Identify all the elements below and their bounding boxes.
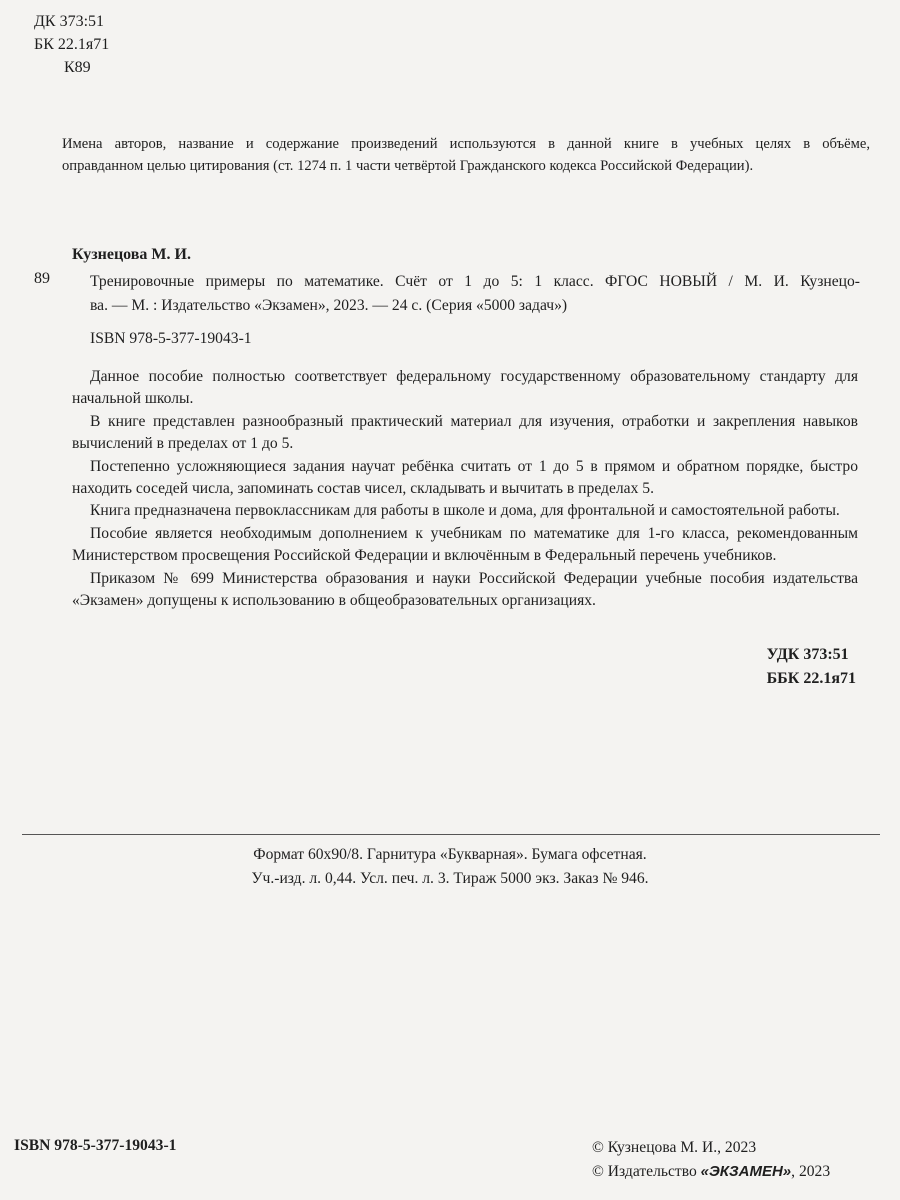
book-annotation bbox=[72, 366, 858, 612]
publisher-logo-name: «ЭКЗАМЕН» bbox=[700, 1163, 792, 1180]
copyright-publisher bbox=[592, 1160, 830, 1184]
copyright-block bbox=[592, 1136, 830, 1184]
imprint-divider bbox=[22, 834, 880, 835]
annotation-paragraph: Пособие является необходимым дополнением к учебникам по математике для 1-го класса, рекомендованным Министерством просвещения Российской Федерации и включённым в Федеральный перечень учебников. bbox=[72, 524, 858, 565]
imprint-line-1: Формат 60х90/8. Гарнитура «Букварная». Бумага офсетная. bbox=[253, 846, 647, 863]
citation-notice bbox=[62, 133, 870, 177]
top-bbk-code: БК 22.1я71 bbox=[34, 36, 110, 53]
imprint-line-2: Уч.-изд. л. 0,44. Усл. печ. л. 3. Тираж 5000 экз. Заказ № 946. bbox=[251, 870, 649, 887]
bibliographic-line-2: ва. — М. : Издательство «Экзамен», 2023. — 24 с. (Серия «5000 задач») bbox=[90, 297, 568, 314]
annotation-paragraph: Постепенно усложняющиеся задания научат ребёнка считать от 1 до 5 в прямом и обратном порядке, быстро находить соседей числа, запоминать состав чисел, складывать и вычитать в пределах 5. bbox=[72, 457, 858, 498]
bbk-code: ББК 22.1я71 bbox=[766, 670, 856, 687]
copyright-publisher-prefix: © Издательство bbox=[592, 1163, 701, 1180]
annotation-paragraph: Данное пособие полностью соответствует федеральному государственному образовательному стандарту для начальной школы. bbox=[72, 368, 858, 408]
bibliographic-line-1: Тренировочные примеры по математике. Счёт от 1 до 5: 1 класс. ФГОС НОВЫЙ / М. И. Кузнецо- bbox=[90, 273, 860, 290]
top-udk-code: ДК 373:51 bbox=[34, 13, 105, 30]
citation-notice-line-2: оправданном целью цитирования (ст. 1274 п. 1 части четвёртой Гражданского кодекса Российской Федерации). bbox=[62, 158, 754, 174]
footer-isbn: ISBN 978-5-377-19043-1 bbox=[14, 1137, 177, 1154]
copyright-publisher-year: , 2023 bbox=[791, 1163, 831, 1180]
annotation-paragraph: Приказом № 699 Министерства образования и науки Российской Федерации учебные пособия издательства «Экзамен» допущены к использованию в общеобразовательных организациях. bbox=[72, 569, 858, 610]
bibliographic-description bbox=[90, 270, 860, 318]
catalog-isbn: ISBN 978-5-377-19043-1 bbox=[90, 330, 252, 347]
annotation-paragraph: В книге представлен разнообразный практический материал для изучения, отработки и закрепления навыков вычислений в пределах от 1 до 5. bbox=[72, 412, 858, 453]
annotation-paragraph: Книга предназначена первоклассникам для работы в школе и дома, для фронтальной и самостоятельной работы. bbox=[90, 502, 840, 520]
copyright-author: © Кузнецова М. И., 2023 bbox=[592, 1139, 757, 1156]
top-cutter-code: К89 bbox=[64, 59, 91, 76]
catalog-card-number: 89 bbox=[34, 270, 50, 287]
print-imprint bbox=[0, 843, 900, 891]
classification-codes bbox=[767, 643, 856, 691]
citation-notice-line-1: Имена авторов, название и содержание произведений используются в данной книге в учебных целях в объёме, bbox=[62, 136, 870, 152]
top-classification-codes bbox=[34, 10, 109, 79]
catalog-author: Кузнецова М. И. bbox=[72, 246, 191, 263]
udk-code: УДК 373:51 bbox=[766, 646, 849, 663]
